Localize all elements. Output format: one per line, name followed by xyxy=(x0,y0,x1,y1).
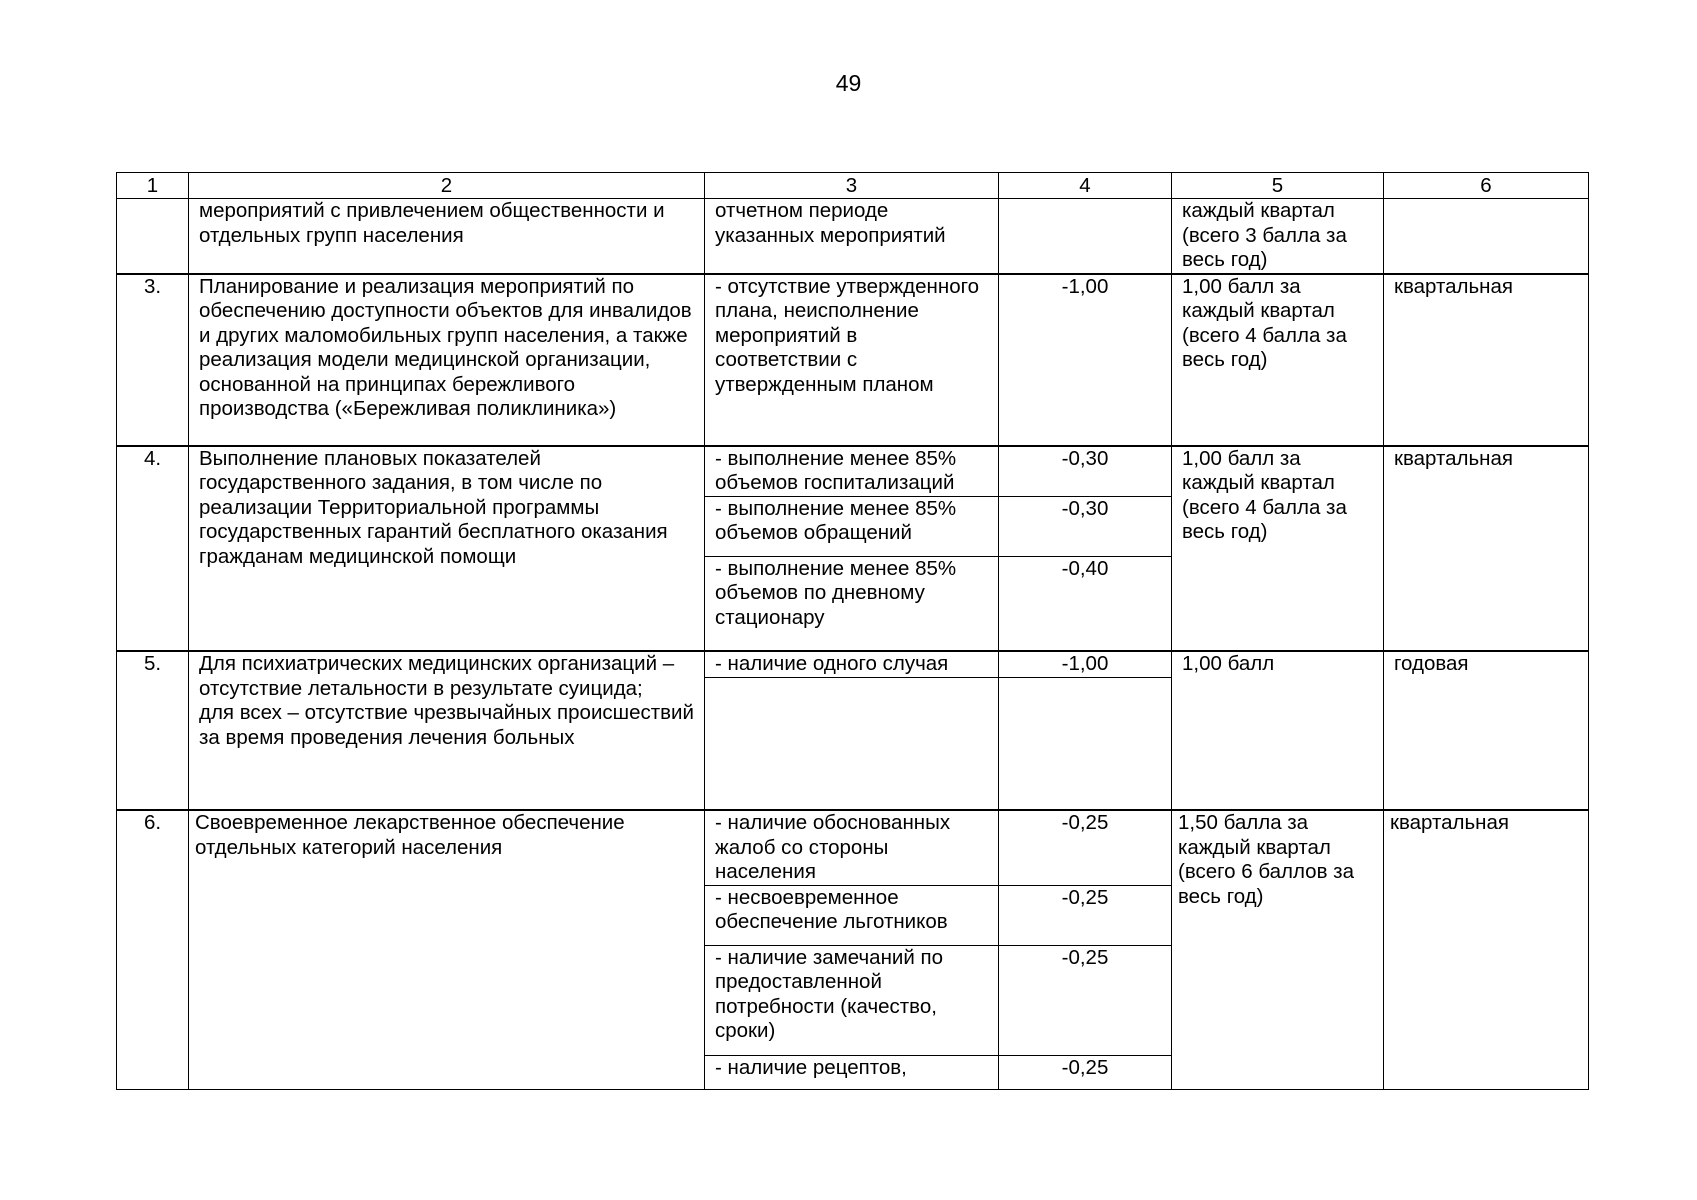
criterion-cell: - выполнение менее 85% объемов обращений xyxy=(705,496,999,556)
table-row xyxy=(117,810,1589,885)
max-points-cell: 1,00 балл xyxy=(1172,651,1384,810)
indicator-cell: Своевременное лекарственное обеспечение отдельных категорий населения xyxy=(189,810,705,1089)
column-header: 2 xyxy=(189,173,705,199)
column-header: 3 xyxy=(705,173,999,199)
points-cell: -0,25 xyxy=(999,1055,1172,1089)
header-row xyxy=(117,173,1589,199)
points-cell xyxy=(999,677,1172,810)
criterion-cell: - наличие рецептов, xyxy=(705,1055,999,1089)
period-cell: годовая xyxy=(1384,651,1589,810)
max-points-cell: каждый квартал (всего 3 балла за весь год) xyxy=(1172,199,1384,274)
column-header: 4 xyxy=(999,173,1172,199)
criterion-cell: - выполнение менее 85% объемов госпитализаций xyxy=(705,446,999,497)
row-number: 3. xyxy=(117,274,189,446)
points-cell: -0,40 xyxy=(999,556,1172,651)
points-cell: -0,25 xyxy=(999,885,1172,945)
indicator-cell: мероприятий с привлечением общественности и отдельных групп населения xyxy=(189,199,705,274)
criterion-cell: - выполнение менее 85% объемов по дневному стационару xyxy=(705,556,999,651)
period-cell: квартальная xyxy=(1384,810,1589,1089)
indicator-cell: Выполнение плановых показателей государственного задания, в том числе по реализации Территориальной программы государственных гарантий бесплатного оказания гражданам медицинской помощи xyxy=(189,446,705,652)
criterion-cell: - наличие замечаний по предоставленной потребности (качество, сроки) xyxy=(705,945,999,1055)
points-cell xyxy=(999,199,1172,274)
column-header: 6 xyxy=(1384,173,1589,199)
table-row xyxy=(117,274,1589,446)
points-cell: -0,30 xyxy=(999,446,1172,497)
criterion-cell: - отсутствие утвержденного плана, неисполнение мероприятий в соответствии с утвержденным планом xyxy=(705,274,999,446)
row-number: 5. xyxy=(117,651,189,810)
points-cell: -1,00 xyxy=(999,274,1172,446)
period-cell xyxy=(1384,199,1589,274)
table-row xyxy=(117,199,1589,274)
criterion-cell: - наличие одного случая xyxy=(705,651,999,677)
points-cell: -0,25 xyxy=(999,810,1172,885)
criterion-cell: - несвоевременное обеспечение льготников xyxy=(705,885,999,945)
column-header: 1 xyxy=(117,173,189,199)
points-cell: -0,25 xyxy=(999,945,1172,1055)
criterion-cell xyxy=(705,677,999,810)
row-number xyxy=(117,199,189,274)
criterion-cell: отчетном периоде указанных мероприятий xyxy=(705,199,999,274)
max-points-cell: 1,00 балл за каждый квартал (всего 4 балла за весь год) xyxy=(1172,446,1384,652)
table-row xyxy=(117,446,1589,497)
max-points-cell: 1,00 балл за каждый квартал (всего 4 балла за весь год) xyxy=(1172,274,1384,446)
page-number: 49 xyxy=(835,70,862,96)
row-number: 6. xyxy=(117,810,189,1089)
indicator-cell: Для психиатрических медицинских организаций – отсутствие летальности в результате суицида; для всех – отсутствие чрезвычайных происшествий за время проведения лечения больных xyxy=(189,651,705,810)
period-cell: квартальная xyxy=(1384,274,1589,446)
points-cell: -0,30 xyxy=(999,496,1172,556)
row-number: 4. xyxy=(117,446,189,652)
max-points-cell: 1,50 балла за каждый квартал (всего 6 баллов за весь год) xyxy=(1172,810,1384,1089)
criterion-cell: - наличие обоснованных жалоб со стороны населения xyxy=(705,810,999,885)
column-header: 5 xyxy=(1172,173,1384,199)
indicator-cell: Планирование и реализация мероприятий по обеспечению доступности объектов для инвалидов и других маломобильных групп населения, а также реализация модели медицинской организации, основанной на принципах бережливого производства («Бережливая поликлиника») xyxy=(189,274,705,446)
table-row xyxy=(117,651,1589,677)
criteria-table xyxy=(116,172,1589,1090)
points-cell: -1,00 xyxy=(999,651,1172,677)
period-cell: квартальная xyxy=(1384,446,1589,652)
